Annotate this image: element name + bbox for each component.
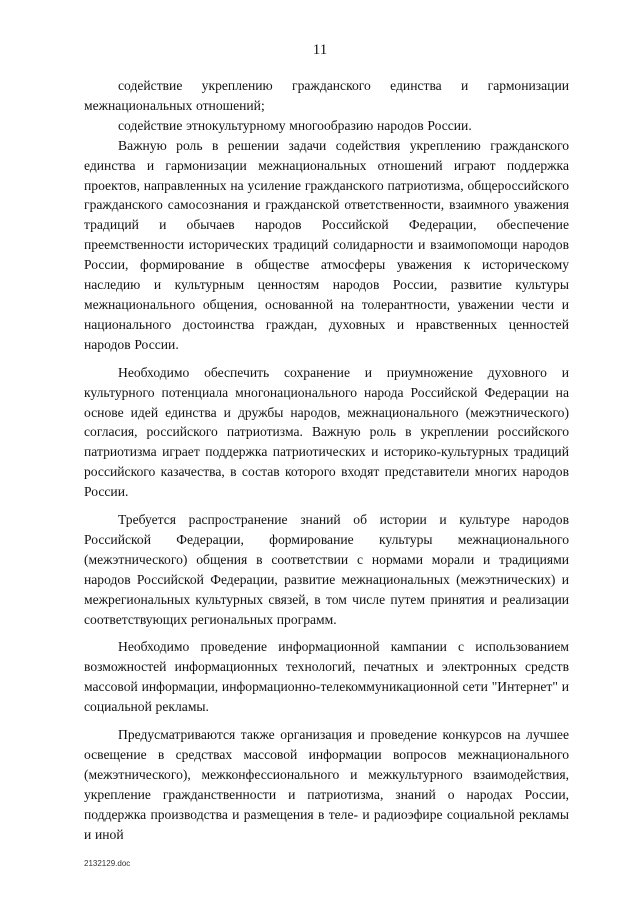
paragraph-3: Важную роль в решении задачи содействия укреплению гражданского единства и гармонизации межнациональных отношений играют поддержка проектов, направленных на усиление гражданского патриотизма, общероссийского гражданского самосознания и гражданской ответственности, взаимного уважения традиций и обычаев народов Российской Федерации, обеспечение преемственности исторических традиций солидарности и взаимопомощи народов России, формирование в обществе атмосферы уважения к историческому наследию и культурным ценностям народов России, развитие культуры межнационального общения, основанной на толерантности, уважении чести и национального достоинства граждан, духовных и нравственных ценностей народов России.	[84, 137, 569, 352]
paragraph-6: Необходимо проведение информационной кампании с использованием возможностей информационных технологий, печатных и электронных средств массовой информации, информационно-телекоммуникационной сети "Интернет" и социальной рекламы.	[84, 639, 569, 715]
paragraph-2: содействие этнокультурному многообразию народов России.	[118, 117, 472, 133]
paragraph-5: Требуется распространение знаний об истории и культуре народов Российской Федерации, формирование культуры межнационального (межэтнического) общения в соответствии с нормами морали и традициями народов Российской Федерации, развитие межнациональных (межэтнических) и межрегиональных культурных связей, в том числе путем принятия и реализации соответствующих региональных программ.	[84, 512, 569, 627]
document-body	[84, 76, 569, 845]
file-name-footer: 2132129.doc	[84, 859, 131, 868]
page-number: 11	[312, 42, 328, 58]
paragraph-1: содействие укреплению гражданского единства и гармонизации межнациональных отношений;	[84, 78, 569, 113]
paragraph-4: Необходимо обеспечить сохранение и приумножение духовного и культурного потенциала многонационального народа Российской Федерации на основе идей единства и дружбы народов, межнационального (межэтнического) согласия, российского патриотизма. Важную роль в укреплении российского патриотизма играет поддержка патриотических и историко-культурных традиций российского казачества, в состав которого входят представители многих народов России.	[84, 364, 569, 500]
paragraph-7: Предусматриваются также организация и проведение конкурсов на лучшее освещение в средствах массовой информации вопросов межнационального (межэтнического), межконфессионального и межкультурного взаимодействия, укрепление гражданственности и патриотизма, знаний о народах России, поддержка производства и размещения в теле- и радиоэфире социальной рекламы и иной	[84, 727, 569, 842]
